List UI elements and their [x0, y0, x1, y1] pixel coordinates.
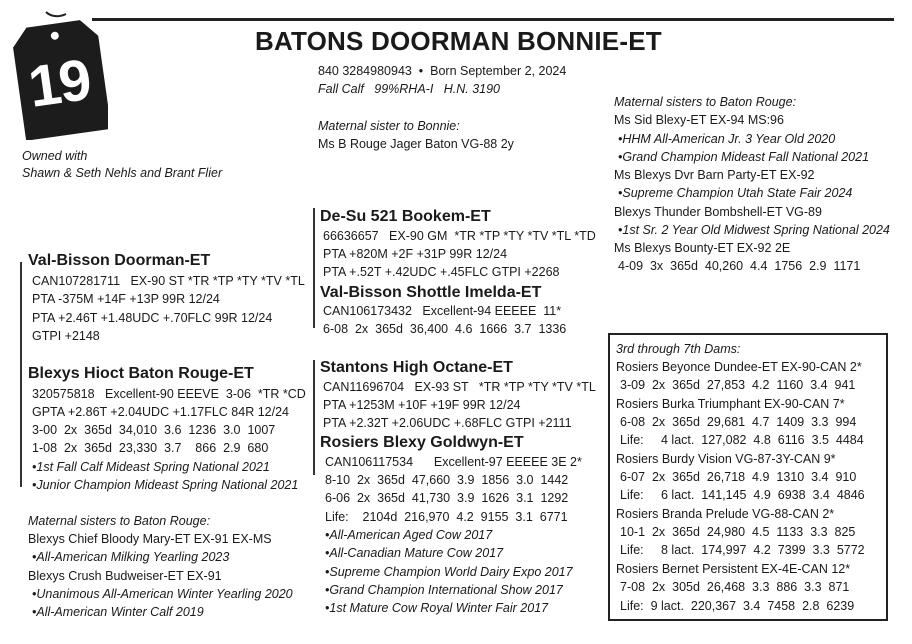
dam-sisters-right-line: Blexys Thunder Bombshell-ET VG-89: [614, 205, 822, 219]
dam-dam-line: CAN106117534 Excellent-97 EEEEE 3E 2*: [325, 455, 582, 469]
lot-tag: [6, 10, 108, 140]
dam-sisters-right-line: •Grand Champion Mideast Fall National 2021: [618, 150, 870, 164]
owner-line-1: Owned with: [22, 149, 88, 163]
sire-line: CAN107281711 EX-90 ST *TR *TP *TY *TV *TL: [32, 274, 305, 288]
dam-sire-line: CAN11696704 EX-93 ST *TR *TP *TY *TV *TL: [323, 380, 596, 394]
sire-line: PTA -375M +14F +13P 99R 12/24: [32, 292, 220, 306]
dam-sister-name: Blexys Crush Budweiser-ET EX-91: [28, 569, 222, 583]
registration-line: 840 3284980943 • Born September 2, 2024: [318, 64, 567, 78]
dam-sire-line: PTA +1253M +10F +19F 99R 12/24: [323, 398, 521, 412]
dams-box-label: 3rd through 7th Dams:: [616, 342, 741, 356]
dam-dam-line: 6-06 2x 365d 41,730 3.9 1626 3.1 1292: [325, 491, 569, 505]
maternal-sister-bonnie-label: Maternal sister to Bonnie:: [318, 119, 460, 133]
dam-award: •1st Fall Calf Mideast Spring National 2021: [32, 460, 270, 474]
box-dam-record: 6-07 2x 365d 26,718 4.9 1310 3.4 910: [620, 470, 857, 484]
pedigree-line-sire: [313, 208, 315, 328]
dam-sister-name: Blexys Chief Bloody Mary-ET EX-91 EX-MS: [28, 532, 272, 546]
dam-line: 1-08 2x 365d 23,330 3.7 866 2.9 680: [32, 441, 269, 455]
dam-sire-name: Stantons High Octane-ET: [320, 359, 513, 376]
sire-name: Val-Bisson Doorman-ET: [28, 252, 211, 269]
box-dam-record: 7-08 2x 305d 26,468 3.3 886 3.3 871: [620, 580, 850, 594]
sire-sire-line: 66636657 EX-90 GM *TR *TP *TY *TV *TL *TD: [323, 229, 596, 243]
dam-dam-line: Life: 2104d 216,970 4.2 9155 3.1 6771: [325, 510, 568, 524]
dam-line: GPTA +2.86T +2.04UDC +1.17FLC 84R 12/24: [32, 405, 289, 419]
box-dam-life: Life: 4 lact. 127,082 4.8 6116 3.5 4484: [620, 433, 864, 447]
pedigree-line-main: [20, 262, 22, 487]
dam-sisters-right-line: •Supreme Champion Utah State Fair 2024: [618, 186, 853, 200]
dam-dam-name: Rosiers Blexy Goldwyn-ET: [320, 434, 524, 451]
pedigree-line-dam: [313, 360, 315, 475]
dam-dam-award: •1st Mature Cow Royal Winter Fair 2017: [325, 601, 549, 615]
dam-sister-award: •All-American Milking Yearling 2023: [32, 550, 230, 564]
box-dam-life: Life: 9 lact. 220,367 3.4 7458 2.8 6239: [620, 599, 855, 613]
owner-line-2: Shawn & Seth Nehls and Brant Flier: [22, 166, 223, 180]
box-dam-name: Rosiers Burdy Vision VG-87-3Y-CAN 9*: [616, 452, 836, 466]
sire-line: PTA +2.46T +1.48UDC +.70FLC 99R 12/24: [32, 311, 273, 325]
dam-dam-award: •Grand Champion International Show 2017: [325, 583, 563, 597]
dam-dam-award: •All-American Aged Cow 2017: [325, 528, 493, 542]
dam-dam-line: 8-10 2x 365d 47,660 3.9 1856 3.0 1442: [325, 473, 569, 487]
dam-sisters-right-line: •1st Sr. 2 Year Old Midwest Spring National 2024: [618, 223, 890, 237]
dam-sister-award: •All-American Winter Calf 2019: [32, 605, 204, 619]
dam-sister-award: •Unanimous All-American Winter Yearling 2020: [32, 587, 293, 601]
box-dam-life: Life: 6 lact. 141,145 4.9 6938 3.4 4846: [620, 488, 865, 502]
sire-dam-name: Val-Bisson Shottle Imelda-ET: [320, 284, 542, 301]
box-dam-record: 10-1 2x 365d 24,980 4.5 1133 3.3 825: [620, 525, 856, 539]
dam-dam-award: •Supreme Champion World Dairy Expo 2017: [325, 565, 573, 579]
dam-sisters-right-line: 4-09 3x 365d 40,260 4.4 1756 2.9 1171: [618, 259, 861, 273]
box-dam-record: 3-09 2x 365d 27,853 4.2 1160 3.4 941: [620, 378, 856, 392]
sire-dam-line: CAN106173432 Excellent-94 EEEEE 11*: [323, 304, 562, 318]
dam-line: 320575818 Excellent-90 EEEVE 3-06 *TR *CD: [32, 387, 306, 401]
box-dam-record: 6-08 2x 365d 29,681 4.7 1409 3.3 994: [620, 415, 857, 429]
box-dam-name: Rosiers Beyonce Dundee-ET EX-90-CAN 2*: [616, 360, 862, 374]
dam-name: Blexys Hioct Baton Rouge-ET: [28, 365, 254, 382]
header-rule: [92, 18, 894, 21]
dam-sisters-right-line: Ms Sid Blexy-ET EX-94 MS:96: [614, 113, 784, 127]
box-dam-name: Rosiers Branda Prelude VG-88-CAN 2*: [616, 507, 835, 521]
class-line: Fall Calf 99%RHA-I H.N. 3190: [318, 82, 501, 96]
sire-sire-line: PTA +.52T +.42UDC +.45FLC GTPI +2268: [323, 265, 560, 279]
dam-sire-line: PTA +2.32T +2.06UDC +.68FLC GTPI +2111: [323, 416, 572, 430]
page-title: BATONS DOORMAN BONNIE-ET: [255, 26, 662, 56]
dam-sisters-right-line: Ms Blexys Dvr Barn Party-ET EX-92: [614, 168, 815, 182]
sire-line: GTPI +2148: [32, 329, 100, 343]
dam-award: •Junior Champion Mideast Spring National 2021: [32, 478, 299, 492]
dam-sisters-left-label: Maternal sisters to Baton Rouge:: [28, 514, 211, 528]
dam-sisters-right-label: Maternal sisters to Baton Rouge:: [614, 95, 797, 109]
dam-dam-award: •All-Canadian Mature Cow 2017: [325, 546, 504, 560]
dam-line: 3-00 2x 365d 34,010 3.6 1236 3.0 1007: [32, 423, 276, 437]
sire-sire-name: De-Su 521 Bookem-ET: [320, 208, 491, 225]
box-dam-name: Rosiers Bernet Persistent EX-4E-CAN 12*: [616, 562, 851, 576]
sire-dam-line: 6-08 2x 365d 36,400 4.6 1666 3.7 1336: [323, 322, 567, 336]
maternal-sister-bonnie-name: Ms B Rouge Jager Baton VG-88 2y: [318, 137, 514, 151]
box-dam-name: Rosiers Burka Triumphant EX-90-CAN 7*: [616, 397, 845, 411]
lot-number: 19: [24, 47, 94, 120]
sire-sire-line: PTA +820M +2F +31P 99R 12/24: [323, 247, 508, 261]
box-dam-life: Life: 8 lact. 174,997 4.2 7399 3.3 5772: [620, 543, 865, 557]
dam-sisters-right-line: •HHM All-American Jr. 3 Year Old 2020: [618, 132, 836, 146]
dam-sisters-right-line: Ms Blexys Bounty-ET EX-92 2E: [614, 241, 791, 255]
